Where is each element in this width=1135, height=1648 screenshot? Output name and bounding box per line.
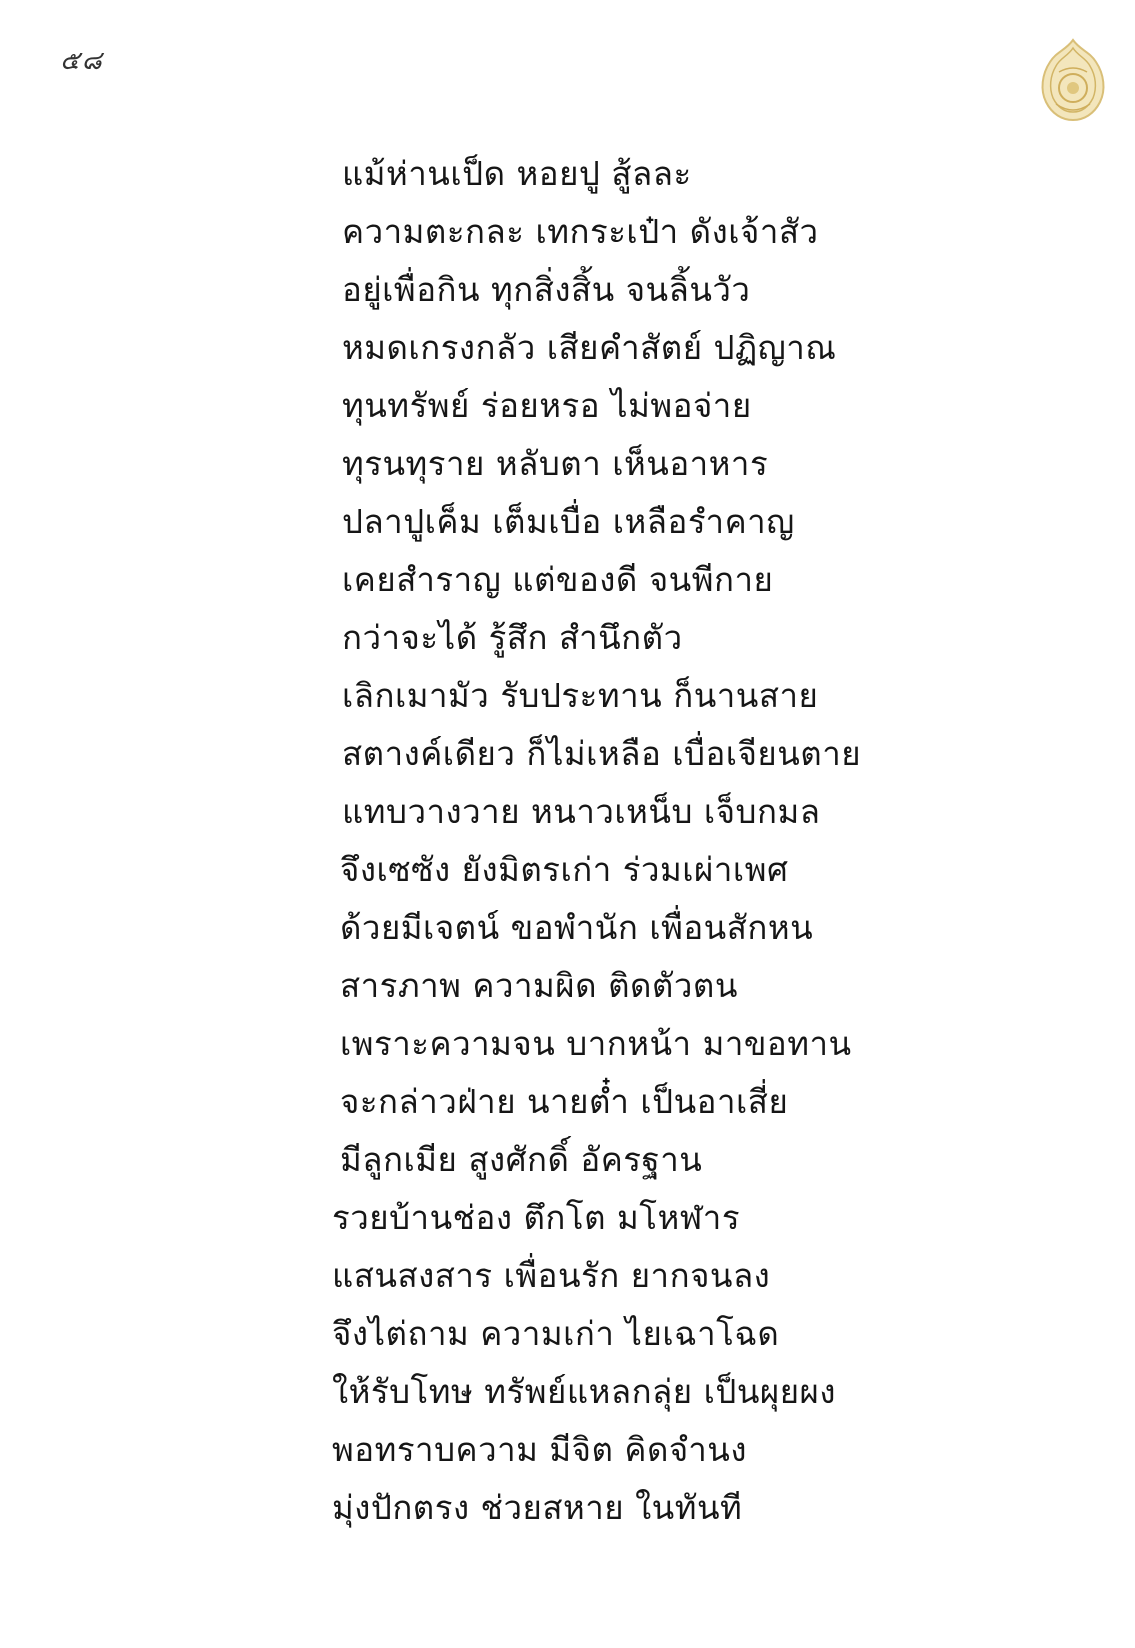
poem-line: แทบวางวาย หนาวเหน็บ เจ็บกมล — [342, 792, 821, 831]
poem-line: มีลูกเมีย สูงศักดิ์ อัครฐาน — [340, 1140, 703, 1179]
poem-line: แม้ห่านเป็ด หอยปู สู้ลละ — [342, 154, 692, 193]
poem-line: จึงไต่ถาม ความเก่า ไยเฉาโฉด — [332, 1314, 780, 1353]
poem-line: สตางค์เดียว ก็ไม่เหลือ เบื่อเจียนตาย — [342, 734, 862, 773]
poem-line: หมดเกรงกลัว เสียคำสัตย์ ปฏิญาณ — [342, 328, 837, 367]
poem-line: ปลาปูเค็ม เต็มเบื่อ เหลือรำคาญ — [342, 502, 795, 541]
poem-line: พอทราบความ มีจิต คิดจำนง — [332, 1430, 747, 1469]
poem-line: กว่าจะได้ รู้สึก สำนึกตัว — [342, 618, 683, 657]
page-number: ๕๘ — [60, 46, 104, 76]
poem-line: ให้รับโทษ ทรัพย์แหลกลุ่ย เป็นผุยผง — [332, 1372, 837, 1411]
poem-line: สารภาพ ความผิด ติดตัวตน — [340, 966, 738, 1005]
poem-line: เคยสำราญ แต่ของดี จนพีกาย — [342, 560, 774, 599]
poem-line: ทุนทรัพย์ ร่อยหรอ ไม่พอจ่าย — [342, 386, 752, 425]
poem-line: รวยบ้านช่อง ตึกโต มโหฬาร — [332, 1198, 741, 1237]
poem-line: มุ่งปักตรง ช่วยสหาย ในทันที — [332, 1488, 743, 1527]
poem-lines — [332, 145, 900, 1537]
poem-line: ด้วยมีเจตน์ ขอพำนัก เพื่อนสักหน — [340, 908, 814, 947]
poem-line: เพราะความจน บากหน้า มาขอทาน — [340, 1024, 852, 1063]
seal-emblem-icon — [1036, 38, 1110, 122]
poem-line: ความตะกละ เทกระเป๋า ดังเจ้าสัว — [342, 212, 819, 251]
poem-line: จึงเซซัง ยังมิตรเก่า ร่วมเผ่าเพศ — [340, 850, 789, 889]
poem-line: เลิกเมามัว รับประทาน ก็นานสาย — [342, 676, 819, 715]
poem-line: จะกล่าวฝ่าย นายต๋ำ เป็นอาเสี่ย — [340, 1082, 789, 1121]
poem-line: อยู่เพื่อกิน ทุกสิ่งสิ้น จนลิ้นวัว — [342, 270, 751, 309]
poem-line: ทุรนทุราย หลับตา เห็นอาหาร — [342, 444, 769, 483]
poem-line: แสนสงสาร เพื่อนรัก ยากจนลง — [332, 1256, 771, 1295]
